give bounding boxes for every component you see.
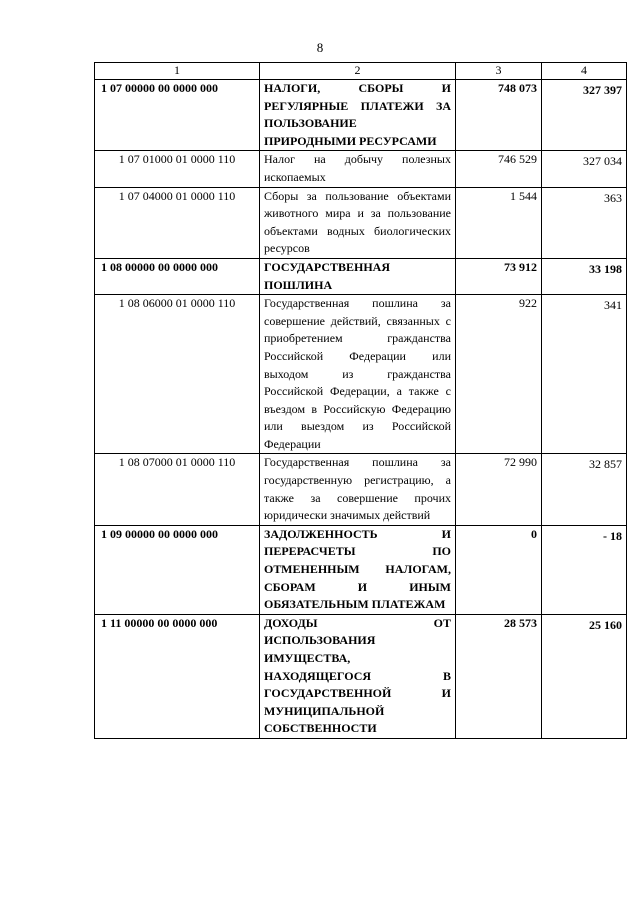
row-code: 1 09 00000 00 0000 000 [95, 525, 260, 614]
row-value-col4: - 18 [542, 527, 627, 616]
row-value-col4: 25 160 [542, 616, 627, 740]
header-cell-4: 4 [542, 63, 627, 80]
row-value-col4: 32 857 [542, 456, 627, 527]
row-value-col3: 73 912 [456, 258, 542, 294]
row-value-col4: 363 [542, 189, 627, 260]
row-value-col3: 1 544 [456, 187, 542, 258]
table-row [95, 295, 627, 454]
row-value-col3: 0 [456, 525, 542, 614]
table-row [95, 258, 627, 294]
row-value-col4: 341 [542, 297, 627, 456]
row-value-col3: 922 [456, 295, 542, 454]
row-name: НАЛОГИ, СБОРЫ И РЕГУЛЯРНЫЕ ПЛАТЕЖИ ЗА ПОЛЬЗОВАНИЕ ПРИРОДНЫМИ РЕСУРСАМИ [260, 80, 456, 151]
row-code: 1 07 01000 01 0000 110 [95, 151, 260, 187]
row-name: Государственная пошлина за совершение действий, связанных с приобретением гражданства Российской Федерации или выходом из гражданства Российской Федерации, а также с въездом в Российскую Федерацию или выездом из Российской Федерации [260, 295, 456, 454]
row-value-col4: 327 397 [542, 82, 627, 153]
row-code: 1 11 00000 00 0000 000 [95, 614, 260, 738]
row-code: 1 07 04000 01 0000 110 [95, 187, 260, 258]
row-name: Сборы за пользование объектами животного мира и за пользование объектами водных биологических ресурсов [260, 187, 456, 258]
table-row [95, 80, 627, 151]
table-row [95, 187, 627, 258]
page-number: 8 [316, 40, 324, 55]
row-value-col4: 33 198 [542, 260, 627, 296]
header-cell-2: 2 [260, 63, 456, 80]
row-name: ГОСУДАРСТВЕННАЯ ПОШЛИНА [260, 258, 456, 294]
row-code: 1 08 07000 01 0000 110 [95, 454, 260, 525]
row-name: ДОХОДЫ ОТ ИСПОЛЬЗОВАНИЯ ИМУЩЕСТВА, НАХОДЯЩЕГОСЯ В ГОСУДАРСТВЕННОЙ И МУНИЦИПАЛЬНОЙ СОБСТВЕННОСТИ [260, 614, 456, 738]
row-name: Налог на добычу полезных ископаемых [260, 151, 456, 187]
row-value-col3: 72 990 [456, 454, 542, 525]
header-cell-3: 3 [456, 63, 542, 80]
table-row [95, 525, 627, 614]
row-code: 1 08 00000 00 0000 000 [95, 258, 260, 294]
row-value-col3: 748 073 [456, 80, 542, 151]
header-row [95, 63, 627, 80]
row-code: 1 08 06000 01 0000 110 [95, 295, 260, 454]
row-name: ЗАДОЛЖЕННОСТЬ И ПЕРЕРАСЧЕТЫ ПО ОТМЕНЕННЫМ НАЛОГАМ, СБОРАМ И ИНЫМ ОБЯЗАТЕЛЬНЫМ ПЛАТЕЖАМ [260, 525, 456, 614]
budget-table [94, 62, 627, 739]
table-row [95, 151, 627, 187]
row-code: 1 07 00000 00 0000 000 [95, 80, 260, 151]
row-name: Государственная пошлина за государственную регистрацию, а также за совершение прочих юридически значимых действий [260, 454, 456, 525]
row-value-col4: 327 034 [542, 153, 627, 189]
row-value-col3: 28 573 [456, 614, 542, 738]
row-value-col3: 746 529 [456, 151, 542, 187]
table-row [95, 614, 627, 738]
header-cell-1: 1 [95, 63, 260, 80]
table-row [95, 454, 627, 525]
